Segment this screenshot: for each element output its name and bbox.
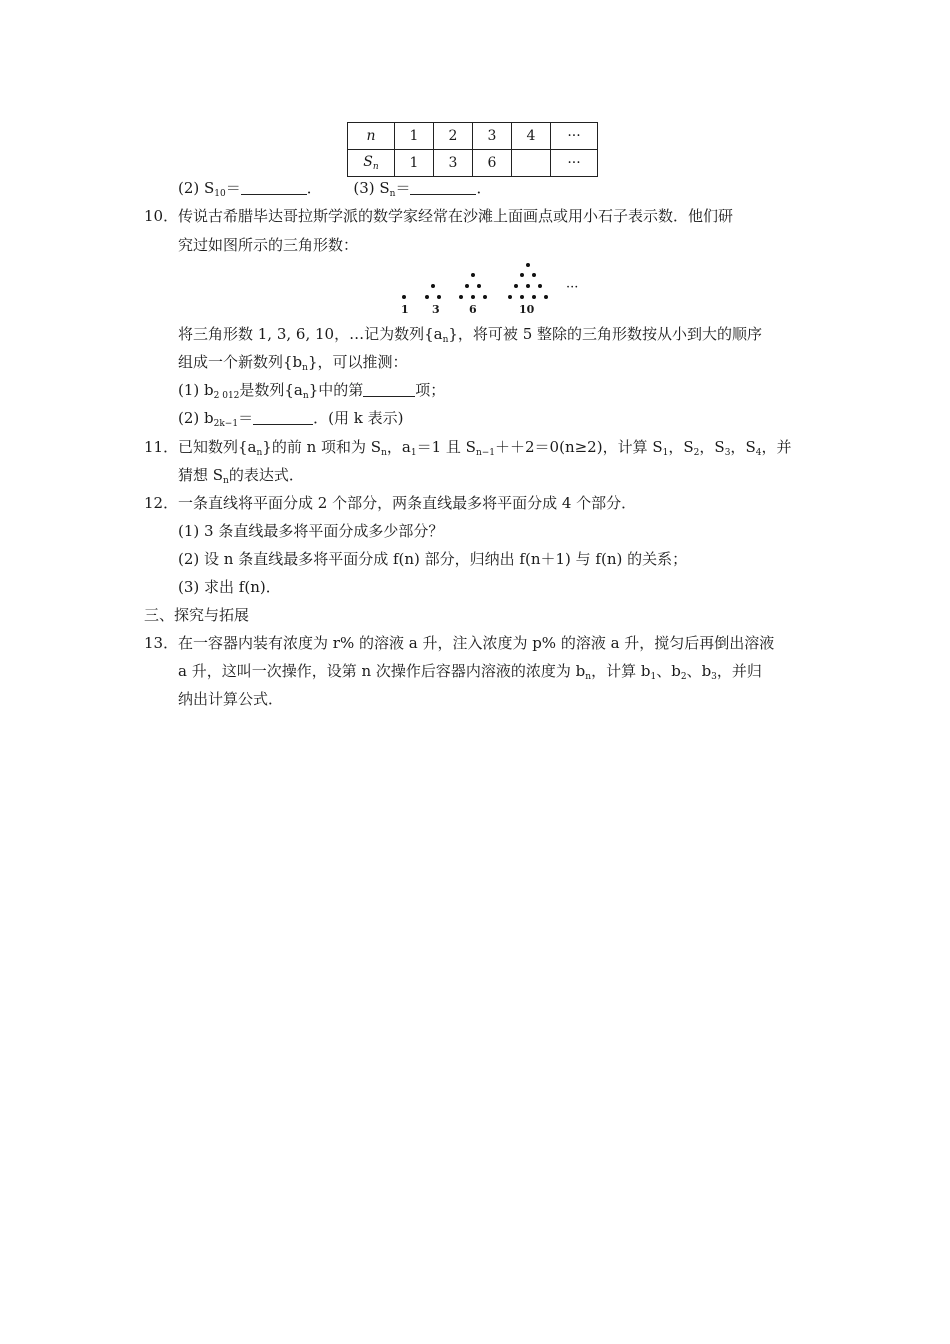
answer-blank[interactable]: [363, 382, 415, 397]
figure-ellipsis: ···: [566, 280, 579, 295]
figure-label: 3: [432, 303, 440, 316]
q13-line3: 纳出计算公式．: [178, 690, 284, 708]
table-cell: [512, 150, 551, 177]
dot: [538, 284, 542, 288]
q13-number: 13．: [144, 634, 179, 652]
table-cell: 2: [434, 123, 473, 150]
table-cell: 1: [395, 150, 434, 177]
section-title: 三、探究与拓展: [144, 606, 250, 624]
dot: [526, 263, 530, 267]
dot: [483, 295, 487, 299]
figure-label: 1: [401, 303, 409, 316]
q10-part1: (1) $b_{2 012}$是数列$\{a_n\}$中的第 项；: [178, 381, 446, 401]
dot: [532, 295, 536, 299]
dot: [465, 284, 469, 288]
dot: [437, 295, 441, 299]
q10-line2: 究过如图所示的三角形数：: [178, 236, 359, 254]
dot: [459, 295, 463, 299]
figure-label: 10: [519, 303, 535, 316]
q12-number: 12．: [144, 494, 179, 512]
q11-line1: 已知数列$\{a_n\}$的前 n 项和为 $S_n$，$a_1=1$ 且 $S_{n-1}++2=0(n\ge 2)$，计算 $S_1$，$S_2$，$S_3$，$S_4$，并: [178, 438, 792, 458]
q13-line2: a 升，这叫一次操作，设第 n 次操作后容器内溶液的浓度为 $b_n$，计算 $b_1$、$b_2$、$b_3$，并归: [178, 662, 762, 682]
q13-line1: 在一容器内装有浓度为 r% 的溶液 a 升，注入浓度为 p% 的溶液 a 升，搅匀后再倒出溶液: [178, 634, 775, 652]
dot: [508, 295, 512, 299]
q12-line1: 一条直线将平面分成 2 个部分，两条直线最多将平面分成 4 个部分．: [178, 494, 637, 512]
figure-label: 6: [469, 303, 477, 316]
dot: [544, 295, 548, 299]
table-cell: 1: [395, 123, 434, 150]
dot: [471, 295, 475, 299]
table-cell: 6: [473, 150, 512, 177]
q11-line2: 猜想 $S_n$的表达式．: [178, 466, 304, 486]
dot: [471, 273, 475, 277]
dot: [402, 295, 406, 299]
q12-part1: (1) 3 条直线最多将平面分成多少部分？: [178, 522, 444, 540]
q10-line1: 传说古希腊毕达哥拉斯学派的数学家经常在沙滩上面画点或用小石子表示数．他们研: [178, 207, 734, 225]
dot: [520, 295, 524, 299]
answer-blank[interactable]: [410, 180, 476, 195]
q9-subquestions: (2) $S_{10}=$ ． (3) $S_n=$ ．: [178, 179, 492, 199]
table-cell: 3: [473, 123, 512, 150]
dot: [526, 284, 530, 288]
table-header-n: n: [348, 123, 395, 150]
sn-table: [347, 122, 598, 177]
q12-part3: (3) 求出 f(n)．: [178, 578, 281, 596]
q10-line3: 将三角形数 1, 3, 6, 10，…记为数列$\{a_n\}$，将可被 5 整除的三角形数按从小到大的顺序: [178, 325, 763, 345]
table-cell: ···: [551, 150, 598, 177]
answer-blank[interactable]: [241, 180, 307, 195]
q10-part2: (2) $b_{2k-1}=$ ．(用 k 表示): [178, 409, 404, 429]
dot: [532, 273, 536, 277]
dot: [520, 273, 524, 277]
table-row: [348, 123, 598, 150]
answer-blank[interactable]: [253, 410, 313, 425]
table-cell: ···: [551, 123, 598, 150]
q12-part2: (2) 设 n 条直线最多将平面分成 f(n) 部分，归纳出 f(n＋1) 与 f(n) 的关系；: [178, 550, 688, 568]
table-row: [348, 150, 598, 177]
q11-number: 11．: [144, 438, 179, 456]
dot: [514, 284, 518, 288]
q10-number: 10．: [144, 207, 179, 225]
table-cell: 4: [512, 123, 551, 150]
dot: [425, 295, 429, 299]
q10-line4: 组成一个新数列$\{b_n\}$，可以推测：: [178, 353, 408, 373]
dot: [431, 284, 435, 288]
dot: [477, 284, 481, 288]
table-header-sn: $S_n$: [348, 150, 395, 177]
table-cell: 3: [434, 150, 473, 177]
